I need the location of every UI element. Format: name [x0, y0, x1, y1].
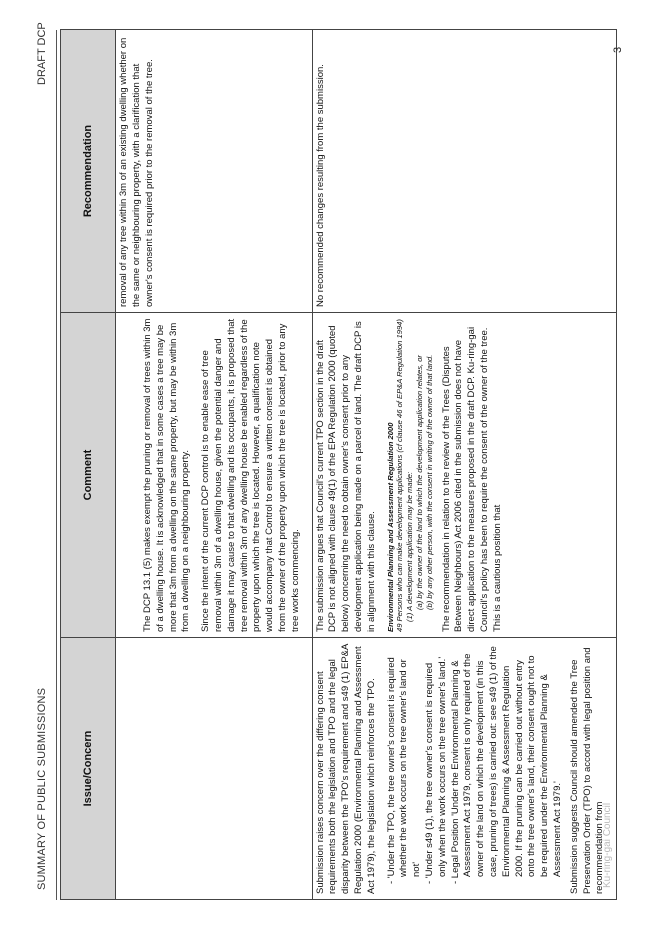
row2-recommendation-text: No recommended changes resulting from the submission.: [314, 64, 326, 307]
list-item: - Legal Position 'Under the Environmental Planning & Assessment Act 1979, consent is only required of the owner of the land on which the development (in this case, pruning of trees) is carried out: see s49 (1) of the Environmental Planning & Assessment Regulation 2000. If the pruning can be carried out without entry onto the tree owner's land, their consent ought not to be required under the Environmental Planning & Assessment Act 1979.': [449, 646, 563, 884]
row1-recommendation-cell: [116, 30, 313, 313]
row2-issue-intro: Submission raises concern over the differing consent requirements both the legislation and TPO and the legal disparity between the TPO's requirement and s49 (1) EP&A Regulation 2000 (Environmental Planning and Assessment Act 1979), the legislation which reinforces the TPO.: [314, 644, 377, 894]
quote-line: 49 Persons who can make development applications (cf clause 46 of EP&A Regulation 1994): [395, 319, 405, 632]
row2-comment-paragraph: The recommendation in relation to the review of the Trees (Disputes Between Neighbours) Act 2006 cited in the submission does not have direct application to the measures proposed in the draft DCP. Ku-ring-gai Council's policy has been to require the consent of the owner of the tree. This is a cautious position that: [440, 326, 503, 632]
row2-issue-outro: Submission suggests Council should amended the Tree Preservation Order (TPO) to accord with legal position and recommendation from: [568, 647, 606, 894]
row1-recommendation-text: removal of any tree within 3m of an existing dwelling whether on the same or neighbouring property, with a clarification that owner's consent is required prior to the removal of the tree.: [118, 37, 155, 307]
submissions-table: [60, 29, 617, 900]
row2-recommendation-cell: [312, 30, 617, 313]
row2-issue-list: [386, 643, 565, 894]
quote-line: (1) A development application may be made:: [405, 471, 415, 622]
header-recommendation: Recommendation: [61, 30, 116, 313]
quote-line: (a) by the owner of the land to which the development application relates, or: [414, 355, 424, 610]
header-rule: [56, 30, 57, 900]
organization-name: Ku-ring-gai Council: [602, 802, 613, 888]
row2-issue-cell: [312, 638, 617, 900]
row2-comment-paragraph: The submission argues that Council's current TPO section in the draft DCP is not aligned with clause 49(1) of the EPA Regulation 2000 (quoted below) concerning the need to obtain owner's consent prior to any development application being made on a parcel of land. The draft DCP is in alignment with this clause.: [314, 321, 377, 632]
row1-comment-cell: [116, 313, 313, 638]
quote-line: (b) by any other person, with the consent in writing of the owner of that land.: [424, 354, 434, 610]
list-item: - 'Under s49 (1), the tree owner's consent is required only when the work occurs on the tree owner's land.': [423, 656, 448, 884]
header-comment: Comment: [61, 313, 116, 638]
table-header-row: [61, 30, 116, 900]
row1-comment-paragraph: Since the intent of the current DCP control is to enable ease of tree removal within 3m of a dwelling house, given the potential danger and damage it may cause to that dwelling and its occupants, it is proposed that tree removal within 3m of any dwelling house be enabled regardless of the property upon which the tree is located. However, a qualification note would accompany that Control to ensure a written consent is obtained from the owner of the property upon which the tree is located, prior to any tree works commencing.: [200, 318, 301, 632]
document-title: SUMMARY OF PUBLIC SUBMISSIONS: [36, 687, 48, 890]
page-number: 3: [612, 46, 624, 53]
quote-title: Environmental Planning and Assessment Regulation 2000: [385, 422, 395, 632]
list-item: - 'Under the TPO, the tree owner's consent is required whether the work occurs on the tree owner's land or not': [385, 657, 423, 884]
draft-label: DRAFT DCP: [36, 22, 48, 85]
table-row: [312, 30, 617, 900]
row2-comment-cell: [312, 313, 617, 638]
header-issue: Issue/Concern: [61, 638, 116, 900]
table-row: [116, 30, 313, 900]
regulation-quote: [386, 318, 435, 632]
row1-comment-paragraph: The DCP 13.1 (5) makes exempt the pruning or removal of trees within 3m of a dwelling house. It is acknowledged that in some cases a tree may be more that 3m from a dwelling on the same property, but may be within 3m from a dwelling on a neighbouring property.: [142, 318, 192, 632]
row1-issue-cell: [116, 638, 313, 900]
